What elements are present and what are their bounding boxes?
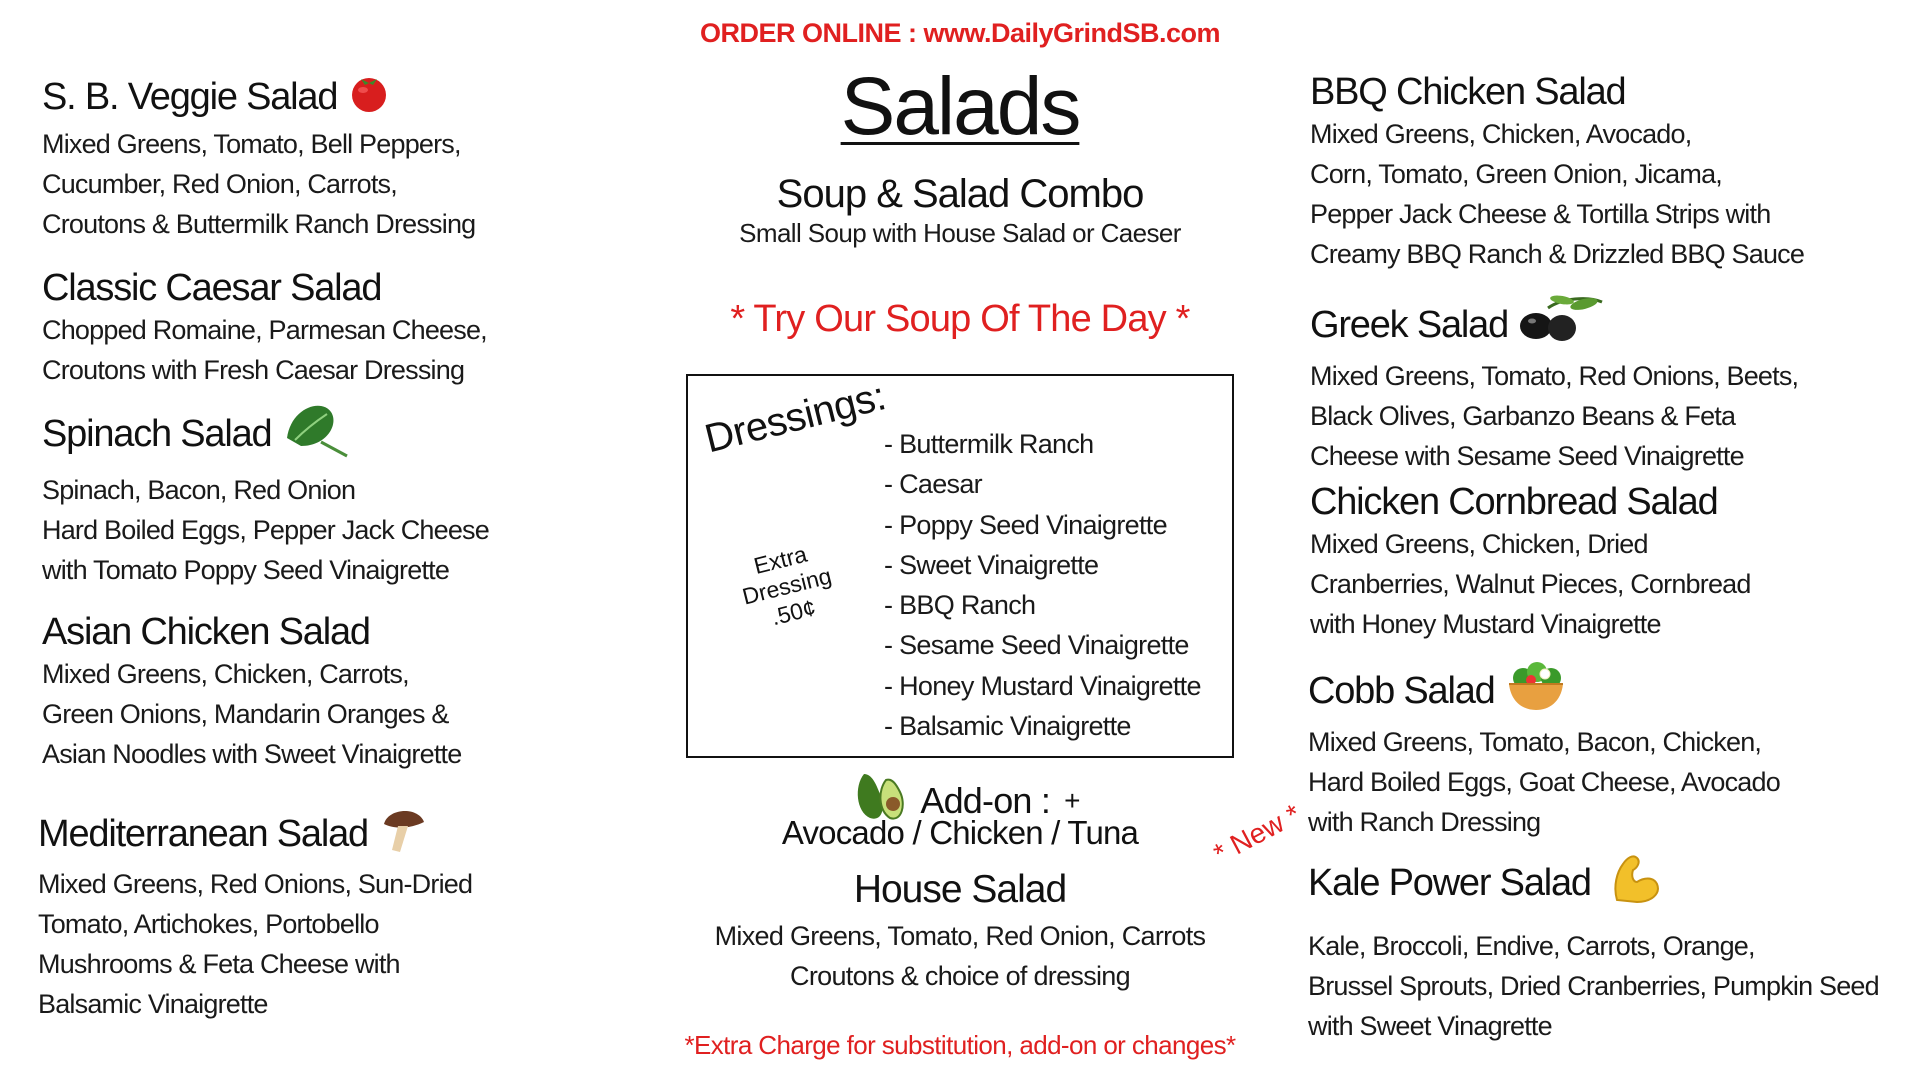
house-salad-title: House Salad [853,868,1067,911]
menu-item-chicken-cornbread-salad [1310,480,1751,644]
menu-item-cobb-salad [1308,660,1780,842]
menu-item-spinach-salad [42,398,489,590]
dressing-item: - BBQ Ranch [884,590,1036,621]
salad-description: Mixed Greens, Chicken, Dried Cranberries, Walnut Pieces, Cornbread with Honey Mustard Vinaigrette [1310,529,1751,639]
salad-description: Mixed Greens, Chicken, Avocado, Corn, Tomato, Green Onion, Jicama, Pepper Jack Cheese & Tortilla Strips with Creamy BBQ Ranch & Drizzled BBQ Sauce [1310,119,1805,269]
salad-name: Greek Salad [1310,304,1509,346]
salad-name: Asian Chicken Salad [42,611,370,653]
salad-description: Mixed Greens, Tomato, Bell Peppers, Cucumber, Red Onion, Carrots, Croutons & Buttermilk Ranch Dressing [42,129,476,239]
addon-items: Avocado / Chicken / Tuna [781,814,1139,851]
dressing-list [884,424,1201,746]
salad-description: Spinach, Bacon, Red Onion Hard Boiled Eggs, Pepper Jack Cheese with Tomato Poppy Seed Vinaigrette [42,475,489,585]
menu-item-asian-chicken-salad [42,610,461,774]
dressing-item: - Balsamic Vinaigrette [884,711,1131,742]
combo-title: Soup & Salad Combo [776,172,1144,216]
salad-description: Mixed Greens, Tomato, Red Onions, Beets, Black Olives, Garbanzo Beans & Feta Cheese with Sesame Seed Vinaigrette [1310,361,1799,471]
menu-item-kale-power-salad [1308,850,1879,1046]
soup-of-the-day: * Try Our Soup Of The Day * [730,298,1190,340]
dressings-box [686,374,1234,758]
order-online-link[interactable]: ORDER ONLINE : www.DailyGrindSB.com [699,18,1221,48]
extra-charge-note: *Extra Charge for substitution, add-on or changes* [684,1030,1236,1060]
dressing-item: - Honey Mustard Vinaigrette [884,670,1201,701]
salad-name: BBQ Chicken Salad [1310,71,1626,113]
salad-name: S. B. Veggie Salad [42,76,338,118]
salad-name: Spinach Salad [42,413,272,455]
page-title: Salads [840,61,1080,152]
dressing-item: - Sweet Vinaigrette [884,549,1099,580]
combo-description: Small Soup with House Salad or Caeser [739,218,1181,248]
dressing-item: - Buttermilk Ranch [884,429,1094,459]
salad-name: Cobb Salad [1308,670,1495,712]
dressings-heading: Dressings: [700,374,890,462]
addon-plus: + [1064,784,1080,816]
salad-name: Classic Caesar Salad [42,267,382,309]
mushroom-icon [378,804,428,864]
dressing-item: - Poppy Seed Vinaigrette [884,509,1167,540]
salad-name: Chicken Cornbread Salad [1310,481,1718,523]
dressing-item: - Caesar [884,469,982,500]
addon-label: Add-on : [920,779,1051,821]
salad-description: Mixed Greens, Chicken, Carrots, Green Onions, Mandarin Oranges & Asian Noodles with Sweet Vinaigrette [42,659,462,769]
menu-item-classic-caesar-salad [42,266,487,390]
menu-item-sb-veggie-salad [42,70,475,244]
dressing-item: - Sesame Seed Vinaigrette [884,630,1189,661]
salad-description: Mixed Greens, Tomato, Bacon, Chicken, Hard Boiled Eggs, Goat Cheese, Avocado with Ranch Dressing [1308,727,1780,837]
menu-item-greek-salad [1310,294,1798,476]
salad-name: Mediterranean Salad [38,813,368,855]
salad-bowl-icon [1505,660,1567,722]
new-badge: * New * [1208,798,1306,870]
menu-item-bbq-chicken-salad [1310,70,1804,274]
extra-dressing-note: Extra Dressing .50¢ [739,540,835,631]
salad-description: Mixed Greens, Red Onions, Sun-Dried Tomato, Artichokes, Portobello Mushrooms & Feta Cheese with Balsamic Vinaigrette [38,869,473,1019]
salad-description: Chopped Romaine, Parmesan Cheese, Croutons with Fresh Caesar Dressing [42,315,487,385]
menu-item-mediterranean-salad [38,804,472,1024]
olives-icon [1518,294,1604,356]
salad-name: Kale Power Salad [1308,862,1591,904]
flexed-biceps-icon [1607,850,1663,916]
salad-description: Kale, Broccoli, Endive, Carrots, Orange, Brussel Sprouts, Dried Cranberries, Pumpkin Seed with Sweet Vinagrette [1308,931,1879,1041]
spinach-leaf-icon [281,398,351,470]
tomato-icon [347,70,391,124]
house-salad-description: Mixed Greens, Tomato, Red Onion, Carrots Croutons & choice of dressing [714,921,1206,991]
